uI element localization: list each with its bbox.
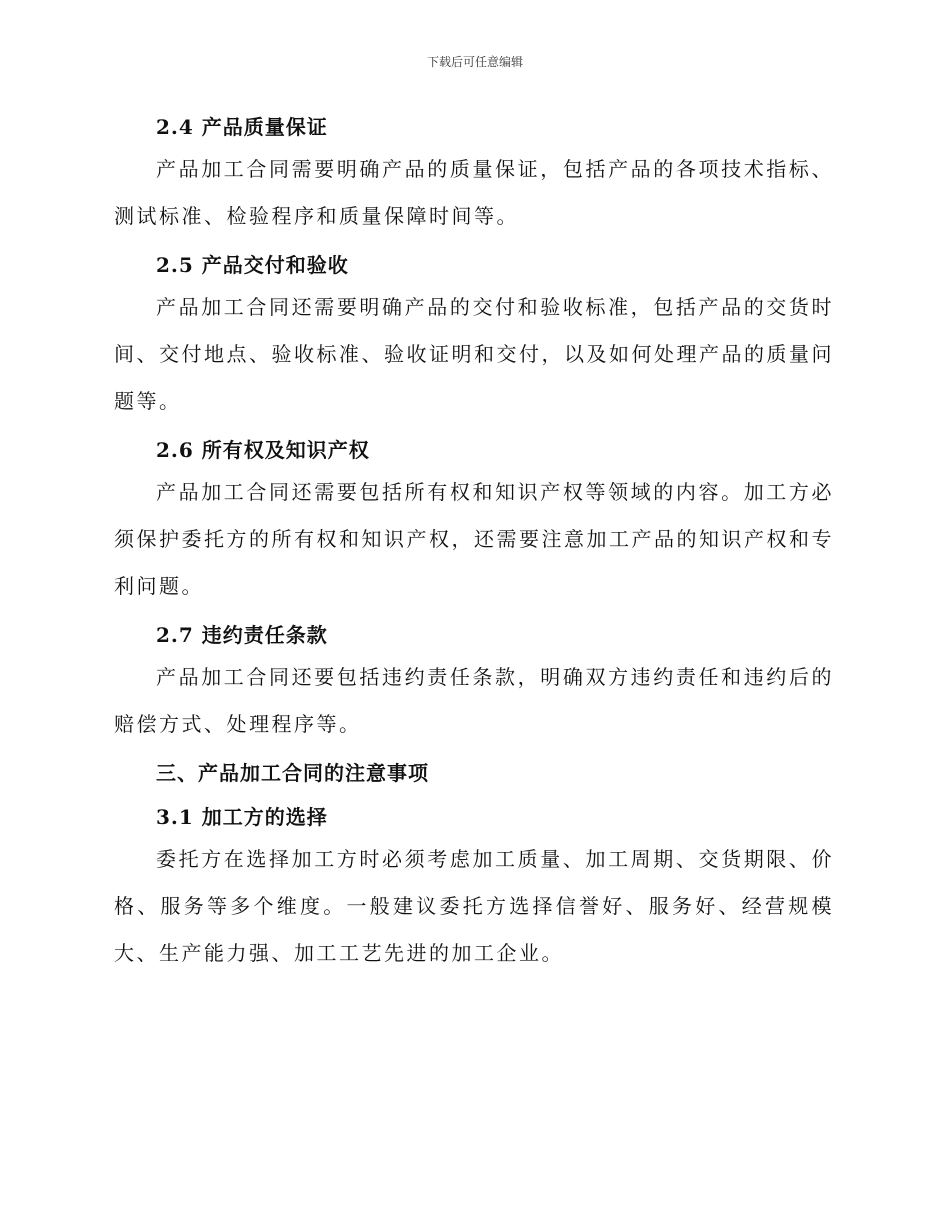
document-body xyxy=(114,108,834,983)
chapter-heading: 三、产品加工合同的注意事项 xyxy=(156,761,429,785)
section-paragraph: 产品加工合同还需要明确产品的交付和验收标准，包括产品的交货时间、交付地点、验收标准、验收证明和交付，以及如何处理产品的质量问题等。 xyxy=(114,295,834,413)
section-paragraph: 委托方在选择加工方时必须考虑加工质量、加工周期、交货期限、价格、服务等多个维度。一般建议委托方选择信誉好、服务好、经营规模大、生产能力强、加工工艺先进的加工企业。 xyxy=(114,847,834,965)
chapter-3 xyxy=(114,754,834,792)
section-2-5 xyxy=(114,246,834,425)
section-2-6 xyxy=(114,431,834,610)
section-2-4 xyxy=(114,108,834,240)
section-3-1 xyxy=(114,798,834,977)
section-heading: 2.6 所有权及知识产权 xyxy=(156,438,370,462)
section-paragraph: 产品加工合同需要明确产品的质量保证，包括产品的各项技术指标、测试标准、检验程序和质量保障时间等。 xyxy=(114,157,834,228)
section-2-7 xyxy=(114,616,834,748)
section-paragraph: 产品加工合同还需要包括所有权和知识产权等领域的内容。加工方必须保护委托方的所有权和知识产权，还需要注意加工产品的知识产权和专利问题。 xyxy=(114,480,834,598)
section-heading: 2.4 产品质量保证 xyxy=(156,115,328,139)
page-header: 下载后可任意编辑 xyxy=(426,55,523,69)
section-heading: 2.5 产品交付和验收 xyxy=(156,253,349,277)
section-heading: 2.7 违约责任条款 xyxy=(156,623,328,647)
section-heading: 3.1 加工方的选择 xyxy=(156,805,328,829)
section-paragraph: 产品加工合同还要包括违约责任条款，明确双方违约责任和违约后的赔偿方式、处理程序等。 xyxy=(114,665,834,736)
